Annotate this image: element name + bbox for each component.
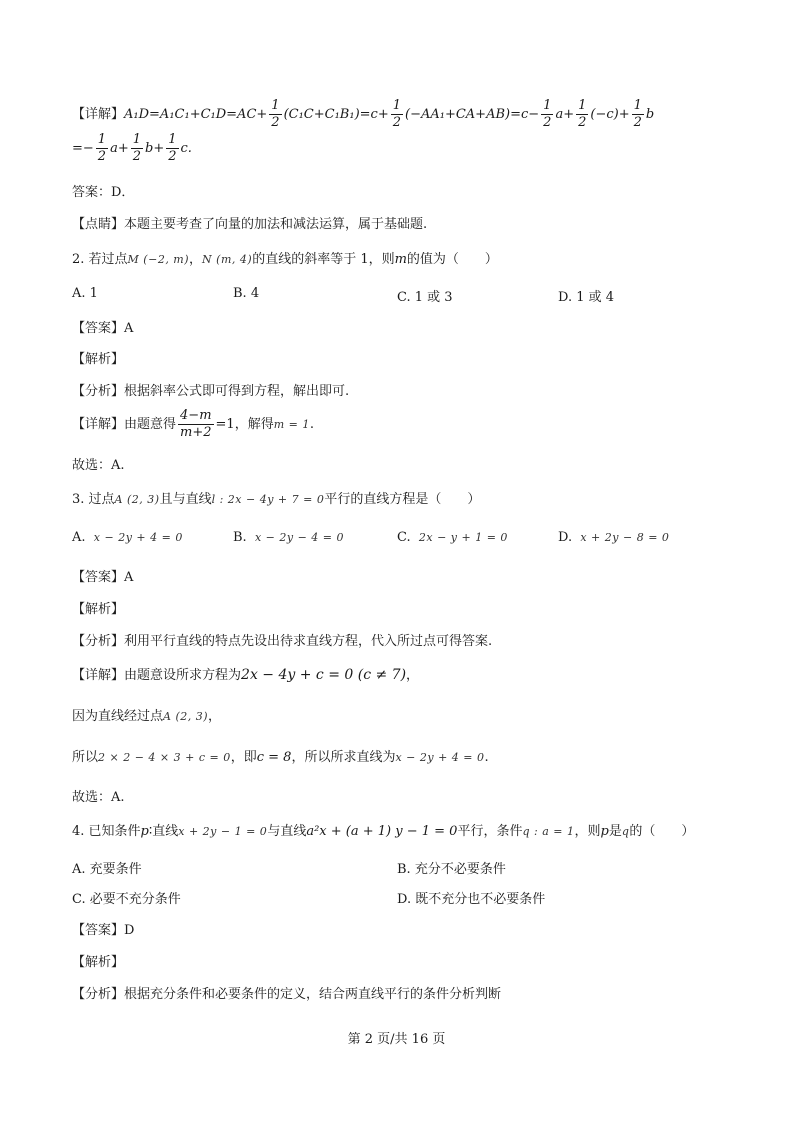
q3-option-d: D. x + 2y − 8 = 0 bbox=[558, 530, 670, 545]
fraction-half-4: $\frac{1}{2}$ bbox=[578, 98, 587, 130]
q3-detail-a: 由题意设所求方程为 bbox=[124, 668, 242, 683]
q3-option-a: A. x − 2y + 4 = 0 bbox=[72, 530, 183, 545]
q3-because-a: 因为直线经过点 bbox=[72, 709, 164, 724]
detail-vector-line-1 bbox=[72, 98, 654, 131]
detail-tag: 【详解】 bbox=[72, 107, 125, 122]
q2-choose: 故选：A. bbox=[72, 458, 125, 473]
q2-detail-a: 由题意得 bbox=[124, 417, 177, 432]
q4-stem-e: ，则 bbox=[574, 824, 601, 839]
q3-stem-a: 3. 过点 bbox=[72, 492, 115, 507]
q4-analysis-tag: 【解析】 bbox=[72, 955, 125, 970]
vector-expr-5: (−c)+ bbox=[590, 107, 630, 122]
q2-analysis-tag: 【解析】 bbox=[72, 352, 125, 367]
q4-option-d: D. 既不充分也不必要条件 bbox=[397, 892, 546, 907]
comment-1 bbox=[72, 213, 427, 232]
q2-point-n: N (m, 4) bbox=[202, 253, 253, 266]
vector-expr-3: (−AA₁+CA+AB)=c− bbox=[405, 107, 540, 122]
q2-detail-b: =1，解得 bbox=[215, 417, 274, 432]
q3-answer: 【答案】A bbox=[72, 570, 134, 585]
q3-stem-b: 且与直线 bbox=[159, 492, 212, 507]
q2-fraction: $\frac{4-m}{m+2}$ bbox=[180, 408, 212, 440]
q2-stem-b: 的直线的斜率等于 1，则 bbox=[252, 252, 395, 267]
q2-option-a: A. 1 bbox=[72, 286, 98, 301]
vector-expr-1: A₁D=A₁C₁+C₁D=AC+ bbox=[124, 107, 268, 122]
q3-because-pt: A (2, 3) bbox=[163, 710, 209, 723]
vector-expr-6: b bbox=[645, 107, 655, 122]
q3-fenxi bbox=[72, 630, 492, 649]
q3-detail bbox=[72, 664, 419, 683]
q4-var-p: p bbox=[140, 824, 149, 839]
q2-fenxi-tag: 【分析】 bbox=[72, 384, 125, 399]
q3-so bbox=[72, 746, 489, 765]
q4-stem-g: 的（ ） bbox=[629, 824, 695, 839]
q3-so-c: c = 8 bbox=[256, 750, 292, 765]
q3-so-d: ，所以所求直线为 bbox=[291, 750, 396, 765]
q2-fenxi-text: 根据斜率公式即可得到方程，解出即可. bbox=[124, 384, 350, 399]
fraction-half-5: $\frac{1}{2}$ bbox=[633, 98, 642, 130]
q2-fenxi bbox=[72, 380, 349, 399]
q4-var-p2: p bbox=[600, 824, 609, 839]
fraction-half-2: $\frac{1}{2}$ bbox=[392, 98, 401, 130]
line2-c: c. bbox=[180, 141, 192, 156]
question-2-stem bbox=[72, 248, 498, 267]
q2-detail bbox=[72, 408, 314, 441]
fraction-half-3: $\frac{1}{2}$ bbox=[543, 98, 552, 130]
q4-stem-c: 与直线 bbox=[267, 824, 307, 839]
q4-stem-a: 4. 已知条件 bbox=[72, 824, 141, 839]
q3-because-b: ， bbox=[208, 709, 222, 724]
q4-var-q: q bbox=[621, 825, 630, 838]
question-3-stem bbox=[72, 488, 480, 507]
q3-fenxi-tag: 【分析】 bbox=[72, 634, 125, 649]
q2-answer: 【答案】A bbox=[72, 321, 134, 336]
question-4-stem bbox=[72, 820, 694, 839]
vector-expr-4: a+ bbox=[555, 107, 575, 122]
answer-1: 答案：D． bbox=[72, 185, 135, 200]
q3-so-eq: 2 × 2 − 4 × 3 + c = 0 bbox=[98, 751, 231, 764]
q4-stem-b: ∶直线 bbox=[148, 824, 179, 839]
q2-option-d: D. 1 或 4 bbox=[558, 290, 615, 305]
q4-fenxi-tag: 【分析】 bbox=[72, 987, 125, 1002]
q4-option-a: A. 充要条件 bbox=[72, 862, 142, 877]
fraction-half-1: $\frac{1}{2}$ bbox=[271, 98, 280, 130]
q3-option-c: C. 2x − y + 1 = 0 bbox=[397, 530, 508, 545]
q2-stem-a: 2. 若过点 bbox=[72, 252, 128, 267]
q4-fenxi-text: 根据充分条件和必要条件的定义，结合两直线平行的条件分析判断 bbox=[124, 987, 502, 1002]
q3-fenxi-text: 利用平行直线的特点先设出待求直线方程，代入所过点可得答案. bbox=[124, 634, 493, 649]
q4-line2: a²x + (a + 1) y − 1 = 0 bbox=[306, 824, 458, 839]
q3-detail-tag: 【详解】 bbox=[72, 668, 125, 683]
line2-prefix: =− bbox=[72, 141, 94, 156]
fraction-half-7: $\frac{1}{2}$ bbox=[132, 132, 142, 164]
q3-detail-eq: 2x − 4y + c = 0 (c ≠ 7) bbox=[241, 667, 407, 683]
q4-stem-f: 是 bbox=[608, 824, 622, 839]
q3-analysis-tag: 【解析】 bbox=[72, 602, 125, 617]
q2-detail-c: m = 1 bbox=[273, 418, 310, 431]
q2-stem-c: 的值为（ ） bbox=[406, 252, 498, 267]
q4-option-c: C. 必要不充分条件 bbox=[72, 892, 181, 907]
q2-var-m: m bbox=[394, 252, 407, 267]
q3-so-a: 所以 bbox=[72, 750, 99, 765]
q4-line1: x + 2y − 1 = 0 bbox=[178, 825, 268, 838]
q2-detail-d: . bbox=[309, 417, 314, 432]
q3-because bbox=[72, 705, 221, 724]
detail-vector-line-2 bbox=[72, 132, 192, 165]
q4-fenxi bbox=[72, 983, 501, 1002]
q3-option-b: B. x − 2y − 4 = 0 bbox=[233, 530, 344, 545]
q3-point-a: A (2, 3) bbox=[114, 493, 160, 506]
q3-choose: 故选：A. bbox=[72, 790, 125, 805]
q3-so-e: x − 2y + 4 = 0 bbox=[395, 751, 485, 764]
q4-cond-q: q : a = 1 bbox=[522, 825, 575, 838]
q4-answer: 【答案】D bbox=[72, 923, 135, 938]
comment-tag: 【点睛】 bbox=[72, 217, 125, 232]
q3-line-l: l : 2x − 4y + 7 = 0 bbox=[211, 493, 325, 506]
comment-text: 本题主要考查了向量的加法和减法运算，属于基础题. bbox=[124, 217, 428, 232]
q4-stem-d: 平行，条件 bbox=[457, 824, 523, 839]
fraction-half-6: $\frac{1}{2}$ bbox=[97, 132, 107, 164]
fraction-half-8: $\frac{1}{2}$ bbox=[168, 132, 177, 164]
q2-option-c: C. 1 或 3 bbox=[397, 290, 453, 305]
q2-point-m: M (−2, m) bbox=[127, 253, 190, 266]
line2-a: a+ bbox=[110, 141, 129, 156]
q3-detail-b: ， bbox=[406, 668, 420, 683]
q2-sep: ， bbox=[189, 252, 203, 267]
q3-so-f: . bbox=[484, 750, 489, 765]
q2-detail-tag: 【详解】 bbox=[72, 417, 125, 432]
page-footer: 第 2 页/共 16 页 bbox=[347, 1032, 446, 1047]
q3-stem-c: 平行的直线方程是（ ） bbox=[324, 492, 481, 507]
vector-expr-2: (C₁C+C₁B₁)=c+ bbox=[283, 107, 389, 122]
q4-option-b: B. 充分不必要条件 bbox=[397, 862, 506, 877]
q3-so-b: ，即 bbox=[230, 750, 257, 765]
q2-option-b: B. 4 bbox=[233, 286, 260, 301]
line2-b: b+ bbox=[145, 141, 165, 156]
